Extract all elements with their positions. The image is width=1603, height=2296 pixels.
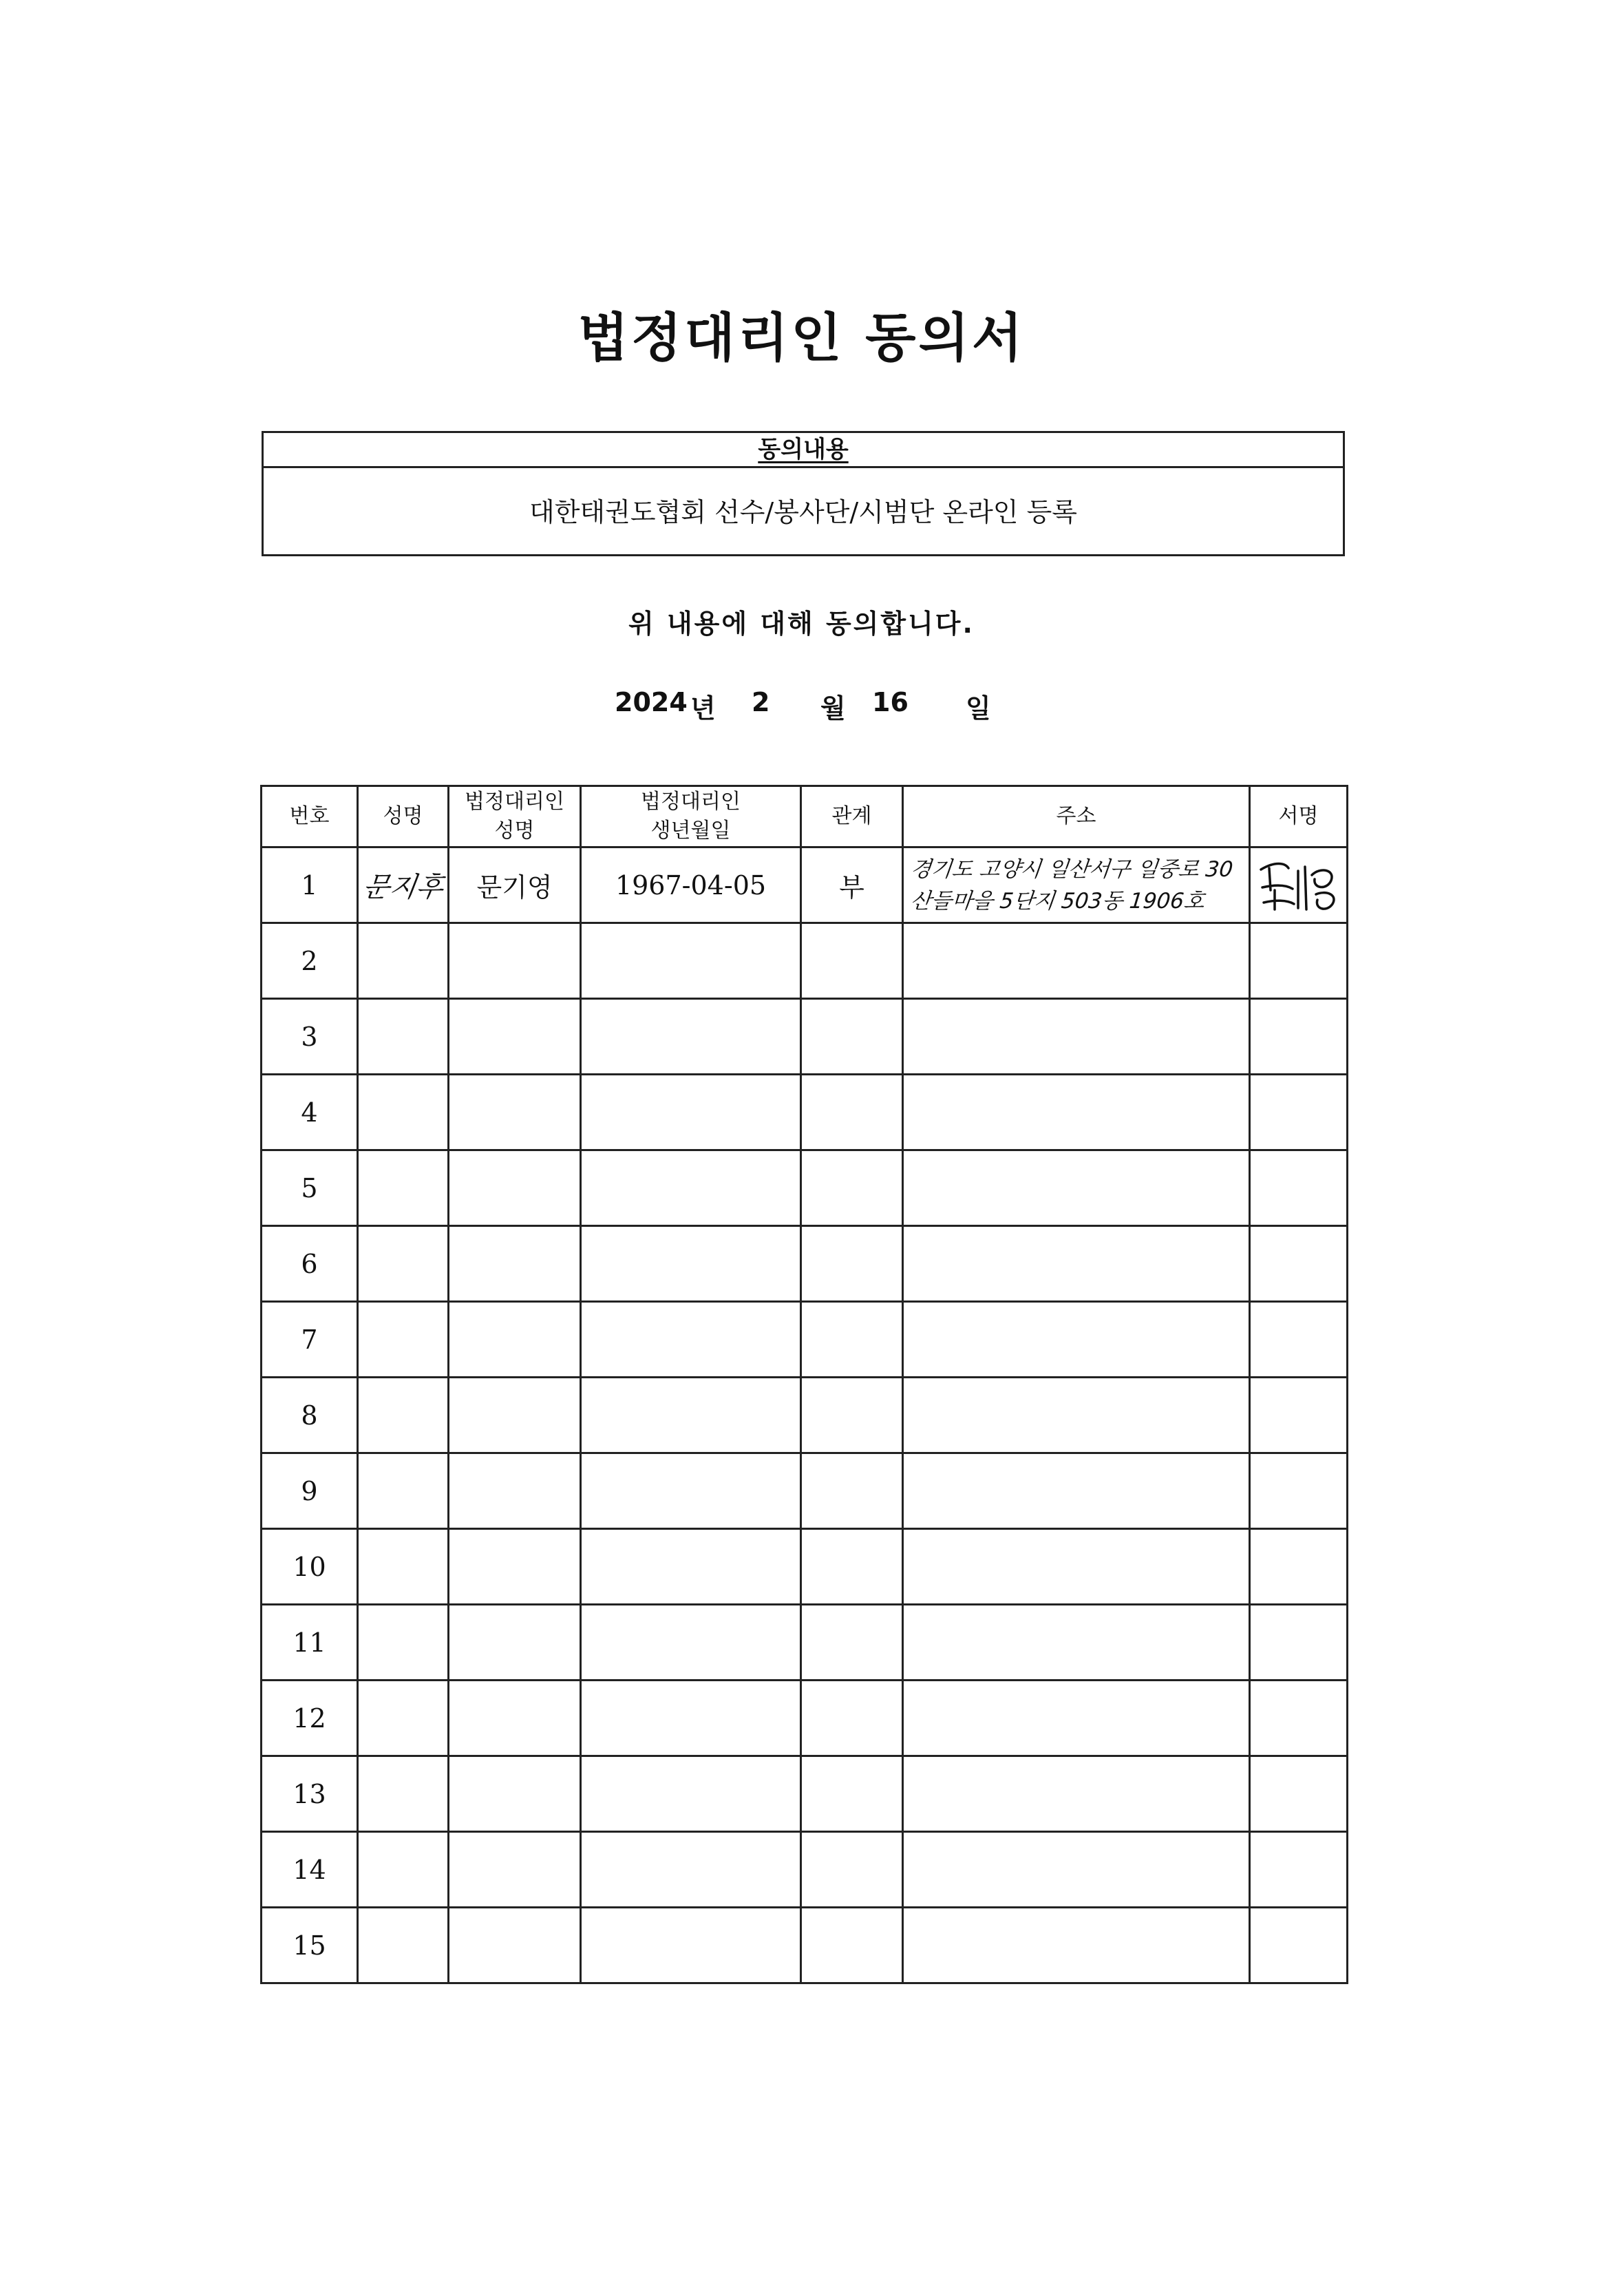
table-row [262, 1378, 1348, 1453]
cell-no: 8 [262, 1378, 358, 1453]
cell-no: 5 [262, 1150, 358, 1226]
date-day-unit: 일 [966, 693, 991, 724]
header-relation: 관계 [801, 786, 903, 847]
cell-no: 14 [262, 1832, 358, 1908]
table-row [262, 1832, 1348, 1908]
cell-no: 4 [262, 1075, 358, 1150]
header-guardian-name: 법정대리인 성명 [449, 786, 581, 847]
header-address: 주소 [903, 786, 1250, 847]
cell-no: 1 [262, 847, 358, 923]
address-line-1: 경기도 고양시 일산서구 일중로 30 [909, 856, 1235, 882]
table-row [262, 923, 1348, 999]
table-row [262, 1453, 1348, 1529]
date-year-unit: 년 [690, 693, 716, 724]
consent-content: 대한태권도협회 선수/봉사단/시범단 온라인 등록 [529, 497, 1077, 527]
cell-no: 10 [262, 1529, 358, 1605]
table-row [262, 847, 1348, 923]
cell-no: 11 [262, 1605, 358, 1681]
table-header-row [262, 786, 1348, 847]
cell-no: 2 [262, 923, 358, 999]
cell-guardian-name: 문기영 [449, 847, 581, 923]
header-name: 성명 [358, 786, 449, 847]
table-row [262, 1529, 1348, 1605]
consent-box [262, 431, 1345, 556]
cell-address [903, 847, 1250, 923]
cell-name [358, 847, 449, 923]
date-year: 2024 [615, 687, 688, 717]
agree-statement: 위 내용에 대해 동의합니다. [628, 609, 975, 639]
cell-no: 9 [262, 1453, 358, 1529]
header-no: 번호 [262, 786, 358, 847]
consent-heading: 동의내용 [264, 433, 1343, 468]
date-month-unit: 월 [820, 693, 846, 724]
table-row [262, 1150, 1348, 1226]
date-month: 2 [752, 687, 770, 717]
cell-no: 6 [262, 1226, 358, 1302]
cell-signature [1250, 847, 1348, 923]
table-row [262, 1756, 1348, 1832]
header-signature: 서명 [1250, 786, 1348, 847]
handwritten-name: 문지후 [360, 872, 445, 903]
cell-no: 3 [262, 999, 358, 1075]
table-row [262, 1075, 1348, 1150]
document-title: 법정대리인 동의서 [577, 307, 1026, 368]
table-row [262, 1302, 1348, 1378]
table-row [262, 1908, 1348, 1983]
cell-relation: 부 [801, 847, 903, 923]
table-row [262, 999, 1348, 1075]
cell-no: 12 [262, 1681, 358, 1756]
table-row [262, 1226, 1348, 1302]
registration-table [260, 785, 1348, 1984]
cell-birth: 1967-04-05 [581, 847, 801, 923]
signature-mark [1254, 854, 1344, 916]
table-row [262, 1681, 1348, 1756]
cell-no: 7 [262, 1302, 358, 1378]
cell-no: 15 [262, 1908, 358, 1983]
cell-no: 13 [262, 1756, 358, 1832]
header-guardian-birth: 법정대리인 생년월일 [581, 786, 801, 847]
date-day: 16 [872, 687, 909, 717]
table-row [262, 1605, 1348, 1681]
address-line-2: 산들마을 5단지 503동 1906호 [909, 888, 1206, 914]
